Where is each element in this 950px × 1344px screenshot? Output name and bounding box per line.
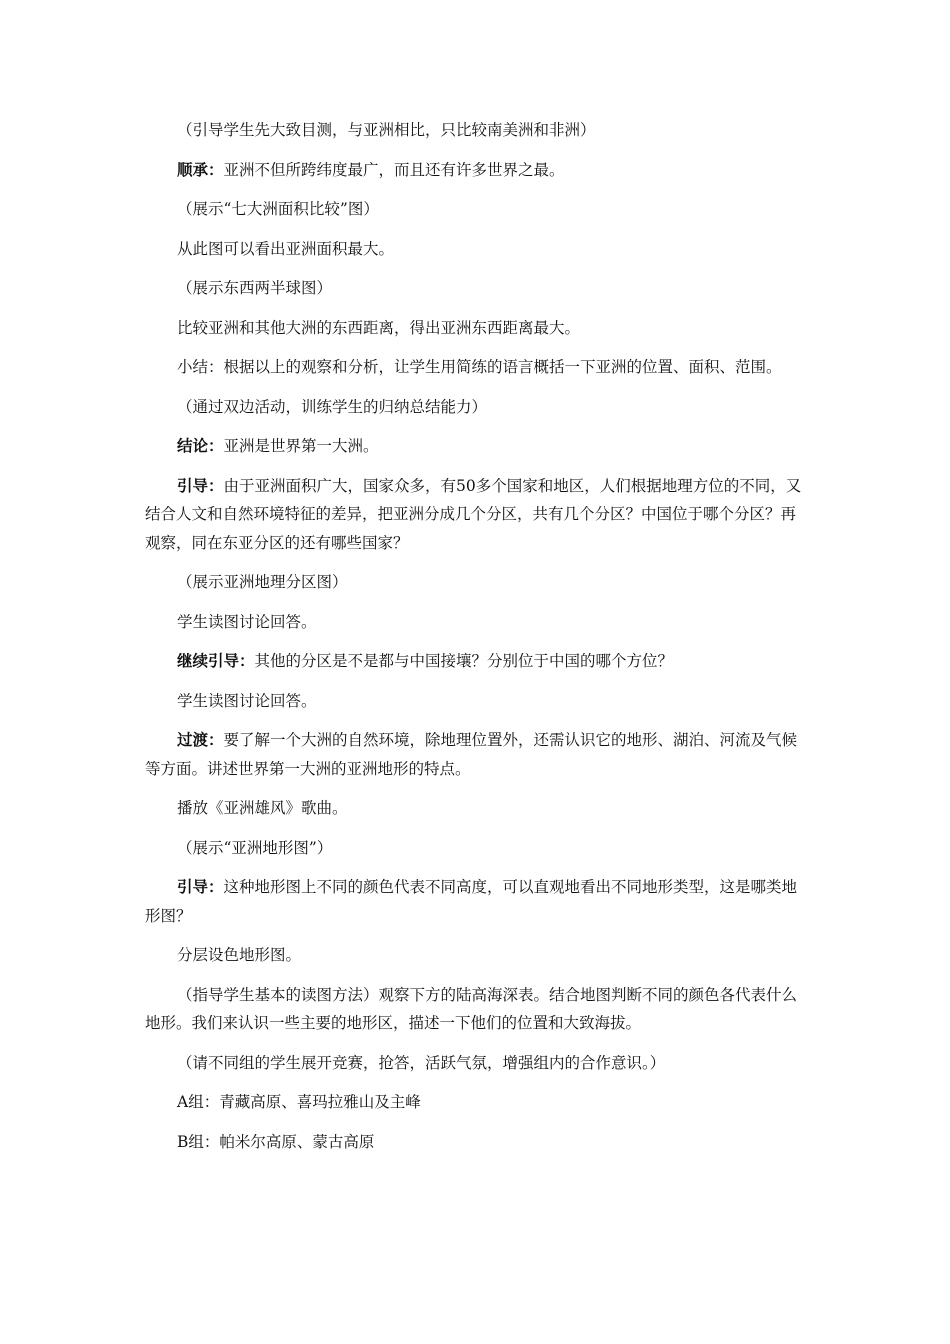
paragraph-14-text: 学生读图讨论回答。 bbox=[177, 691, 317, 710]
paragraph-22-text: A组：青藏高原、喜玛拉雅山及主峰 bbox=[177, 1093, 421, 1111]
document-page bbox=[145, 0, 810, 1156]
paragraph-23-text: B组：帕米尔高原、蒙古高原 bbox=[177, 1132, 375, 1151]
paragraph-23 bbox=[145, 1128, 810, 1157]
paragraph-7 bbox=[145, 353, 810, 382]
paragraph-10 bbox=[145, 472, 810, 558]
paragraph-13-text: 其他的分区是不是都与中国接壤？分别位于中国的哪个方位？ bbox=[254, 652, 674, 670]
paragraph-3 bbox=[145, 195, 810, 224]
paragraph-6 bbox=[145, 314, 810, 343]
paragraph-18-text: 这种地形图上不同的颜色代表不同高度，可以直观地看出不同地形类型，这是哪类地形图？ bbox=[145, 878, 798, 925]
paragraph-17-text: （展示“亚洲地形图”） bbox=[177, 838, 333, 857]
paragraph-6-text: 比较亚洲和其他大洲的东西距离，得出亚洲东西距离最大。 bbox=[177, 318, 581, 337]
paragraph-2-text: 亚洲不但所跨纬度最广，而且还有许多世界之最。 bbox=[223, 160, 565, 179]
paragraph-16-text: 播放《亚洲雄风》歌曲。 bbox=[177, 799, 348, 817]
paragraph-8-text: （通过双边活动，训练学生的归纳总结能力） bbox=[177, 397, 488, 416]
paragraph-13 bbox=[145, 647, 810, 676]
paragraph-12 bbox=[145, 608, 810, 637]
paragraph-22 bbox=[145, 1088, 810, 1117]
paragraph-15-text: 要了解一个大洲的自然环境，除地理位置外，还需认识它的地形、湖泊、河流及气候等方面。讲述世界第一大洲的亚洲地形的特点。 bbox=[145, 731, 798, 778]
paragraph-5-text: （展示东西两半球图） bbox=[177, 279, 333, 297]
paragraph-11 bbox=[145, 568, 810, 597]
paragraph-18-lead: 引导： bbox=[177, 877, 224, 896]
paragraph-15 bbox=[145, 726, 810, 783]
paragraph-7-text: 小结：根据以上的观察和分析，让学生用简练的语言概括一下亚洲的位置、面积、范围。 bbox=[177, 358, 782, 376]
paragraph-15-lead: 过渡： bbox=[177, 730, 224, 749]
paragraph-8 bbox=[145, 393, 810, 422]
paragraph-10-lead: 引导： bbox=[177, 475, 224, 495]
paragraph-16 bbox=[145, 794, 810, 823]
paragraph-9-text: 亚洲是世界第一大洲。 bbox=[223, 437, 379, 455]
paragraph-1 bbox=[145, 116, 810, 145]
paragraph-2-lead: 顺承： bbox=[177, 159, 224, 179]
paragraph-19 bbox=[145, 941, 810, 970]
paragraph-13-lead: 继续引导： bbox=[177, 651, 255, 670]
paragraph-5 bbox=[145, 274, 810, 303]
paragraph-20-text: （指导学生基本的读图方法）观察下方的陆高海深表。结合地图判断不同的颜色各代表什么地形。我们来认识一些主要的地形区，描述一下他们的位置和大致海拔。 bbox=[145, 985, 798, 1032]
paragraph-9-lead: 结论： bbox=[177, 436, 224, 455]
paragraph-21-text: （请不同组的学生展开竞赛，抢答，活跃气氛，增强组内的合作意识。） bbox=[177, 1053, 666, 1072]
paragraph-19-text: 分层设色地形图。 bbox=[177, 946, 302, 964]
paragraph-14 bbox=[145, 687, 810, 716]
paragraph-1-text: （引导学生先大致目测，与亚洲相比，只比较南美洲和非洲） bbox=[177, 121, 596, 139]
paragraph-3-text: （展示“七大洲面积比较”图） bbox=[177, 200, 379, 218]
paragraph-21 bbox=[145, 1049, 810, 1078]
paragraph-10-text: 由于亚洲面积广大，国家众多，有50多个国家和地区，人们根据地理方位的不同，又结合人文和自然环境特征的差异，把亚洲分成几个分区，共有几个分区？中国位于哪个分区？再观察，同在东亚分区的还有哪些国家？ bbox=[145, 476, 802, 552]
paragraph-20 bbox=[145, 981, 810, 1038]
paragraph-18 bbox=[145, 873, 810, 930]
paragraph-17 bbox=[145, 834, 810, 863]
paragraph-9 bbox=[145, 432, 810, 461]
paragraph-2 bbox=[145, 156, 810, 185]
paragraph-11-text: （展示亚洲地理分区图） bbox=[177, 573, 348, 591]
paragraph-12-text: 学生读图讨论回答。 bbox=[177, 612, 317, 631]
paragraph-4-text: 从此图可以看出亚洲面积最大。 bbox=[177, 239, 395, 258]
paragraph-4 bbox=[145, 235, 810, 264]
